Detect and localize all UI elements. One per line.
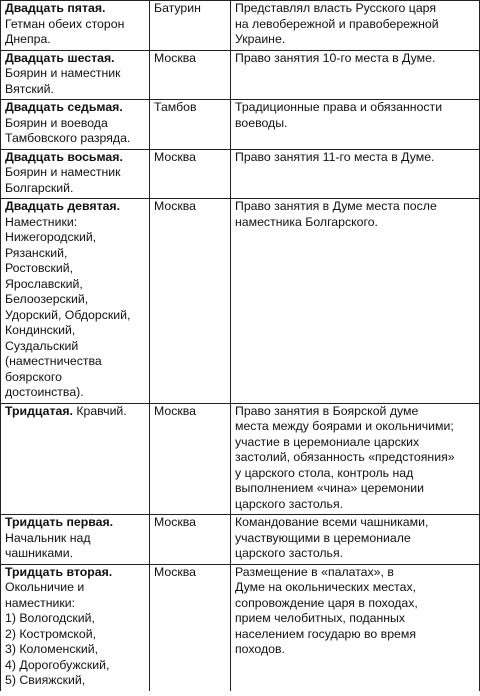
city-name: Москва — [154, 149, 196, 164]
note-line: Традиционные права и обязанности — [235, 100, 443, 114]
note-line: наместника Болгарского. — [235, 214, 378, 229]
table-row — [1, 149, 480, 199]
title-line: 2) Костромской, — [5, 626, 97, 641]
title-line: Белоозерский, — [5, 292, 89, 306]
rank-line — [5, 51, 145, 67]
note-line: походов. — [235, 642, 285, 656]
title-line: 4) Дорогобужский, — [5, 657, 110, 672]
title-line: Днепра. — [5, 32, 51, 46]
title-line: Гетман обеих сторон — [5, 16, 125, 31]
rank-line — [5, 199, 145, 215]
rank-title-cell — [1, 403, 150, 515]
rank-title-cell — [1, 564, 150, 691]
notes-cell — [231, 515, 480, 565]
note-line: участие в церемониале царских — [235, 434, 420, 449]
title-line: боярского — [5, 369, 62, 384]
title-line: Ярославский, — [5, 276, 83, 291]
note-line: Думе на окольнических местах, — [235, 580, 417, 594]
rank-title-cell — [1, 50, 150, 100]
table-row — [1, 403, 480, 515]
title-line: наместники: — [5, 595, 76, 610]
title-line: 1) Вологодский, — [5, 611, 95, 625]
city-cell — [150, 403, 231, 515]
rank-line — [5, 404, 145, 420]
note-line: Право занятия 10-го места в Думе. — [235, 50, 436, 65]
note-line: населением государю во время — [235, 626, 417, 641]
city-name: Батурин — [154, 1, 201, 15]
ranks-table-body — [1, 1, 480, 691]
note-line: застолий, обязанность «предстояния» — [235, 450, 455, 464]
rank-title-cell — [1, 149, 150, 199]
title-line: достоинства). — [5, 385, 84, 399]
note-line: Право занятия в Боярской думе — [235, 403, 419, 418]
rank-name: Двадцать восьмая. — [5, 149, 123, 164]
table-row — [1, 515, 480, 565]
note-line: участвующими в церемониале — [235, 530, 411, 545]
title-line: Боярин и воевода — [5, 115, 108, 130]
notes-cell — [231, 100, 480, 150]
title-line: Окольничие и — [5, 580, 85, 594]
city-cell — [150, 1, 231, 51]
note-line: Командование всеми чашниками, — [235, 515, 429, 529]
title-line: Суздальский — [5, 338, 79, 353]
title-line: (наместничества — [5, 354, 102, 368]
title-line: Боярин и наместник — [5, 165, 121, 179]
title-line: Тамбовского разряда. — [5, 131, 131, 145]
note-line: Право занятия 11-го места в Думе. — [235, 149, 435, 164]
rank-line — [5, 100, 145, 116]
title-line: Вятский. — [5, 81, 54, 96]
city-cell — [150, 149, 231, 199]
title-line: Нижегородский, — [5, 230, 97, 244]
table-row — [1, 100, 480, 150]
table-row — [1, 1, 480, 51]
city-name: Москва — [154, 564, 196, 579]
table-row — [1, 50, 480, 100]
rank-name: Тридцатая. — [5, 403, 73, 418]
rank-title-cell — [1, 100, 150, 150]
note-line: у царского стола, контроль над — [235, 465, 414, 480]
city-cell — [150, 515, 231, 565]
rank-title-cell — [1, 1, 150, 51]
rank-name: Двадцать седьмая. — [5, 100, 123, 114]
note-line: воеводы. — [235, 115, 288, 130]
notes-cell — [231, 50, 480, 100]
title-line: 5) Свияжский, — [5, 673, 86, 687]
title-line: Боярин и наместник — [5, 66, 121, 80]
rank-line — [5, 565, 145, 581]
city-name: Москва — [154, 199, 196, 213]
note-line: сопровождение царя в походах, — [235, 595, 418, 610]
note-line: прием челобитных, поданных — [235, 611, 406, 625]
title-line: Наместники: — [5, 214, 78, 229]
rank-name: Тридцать вторая. — [5, 564, 113, 579]
title-line: Ростовский, — [5, 261, 74, 275]
note-line: Украине. — [235, 32, 286, 46]
rank-line — [5, 1, 145, 17]
city-name: Москва — [154, 515, 196, 529]
notes-cell — [231, 564, 480, 691]
note-line: царского застолья. — [235, 546, 344, 560]
rank-title-cell — [1, 199, 150, 404]
city-cell — [150, 564, 231, 691]
note-line: царского застолья. — [235, 496, 344, 511]
note-line: Размещение в «палатах», в — [235, 564, 394, 579]
notes-cell — [231, 403, 480, 515]
table-row — [1, 199, 480, 404]
rank-name: Двадцать шестая. — [5, 50, 115, 65]
city-name: Москва — [154, 403, 196, 418]
table-row — [1, 564, 480, 691]
city-cell — [150, 100, 231, 150]
rank-name: Двадцать пятая. — [5, 1, 106, 15]
note-line: выполнением «чина» церемонии — [235, 481, 425, 495]
note-line: места между боярами и окольничими; — [235, 419, 454, 433]
rank-line — [5, 515, 145, 531]
title-line: Болгарский. — [5, 180, 74, 195]
notes-cell — [231, 149, 480, 199]
rank-line — [5, 150, 145, 166]
city-name: Тамбов — [154, 100, 197, 114]
city-cell — [150, 199, 231, 404]
title-line: Рязанский, — [5, 245, 68, 260]
rank-title-inline: Кравчий. — [72, 403, 127, 418]
notes-cell — [231, 1, 480, 51]
title-line: чашниками. — [5, 546, 73, 560]
city-cell — [150, 50, 231, 100]
note-line: на левобережной и правобережной — [235, 16, 439, 31]
title-line: 3) Коломенский, — [5, 642, 99, 656]
title-line: Кондинский, — [5, 323, 76, 337]
title-line: Удорский, Обдорский, — [5, 307, 131, 322]
note-line: Право занятия в Думе места после — [235, 199, 437, 213]
rank-name: Тридцать первая. — [5, 515, 114, 529]
rank-title-cell — [1, 515, 150, 565]
rank-name: Двадцать девятая. — [5, 199, 121, 213]
title-line: Начальник над — [5, 530, 91, 545]
notes-cell — [231, 199, 480, 404]
note-line: Представлял власть Русского царя — [235, 1, 437, 15]
city-name: Москва — [154, 50, 196, 65]
